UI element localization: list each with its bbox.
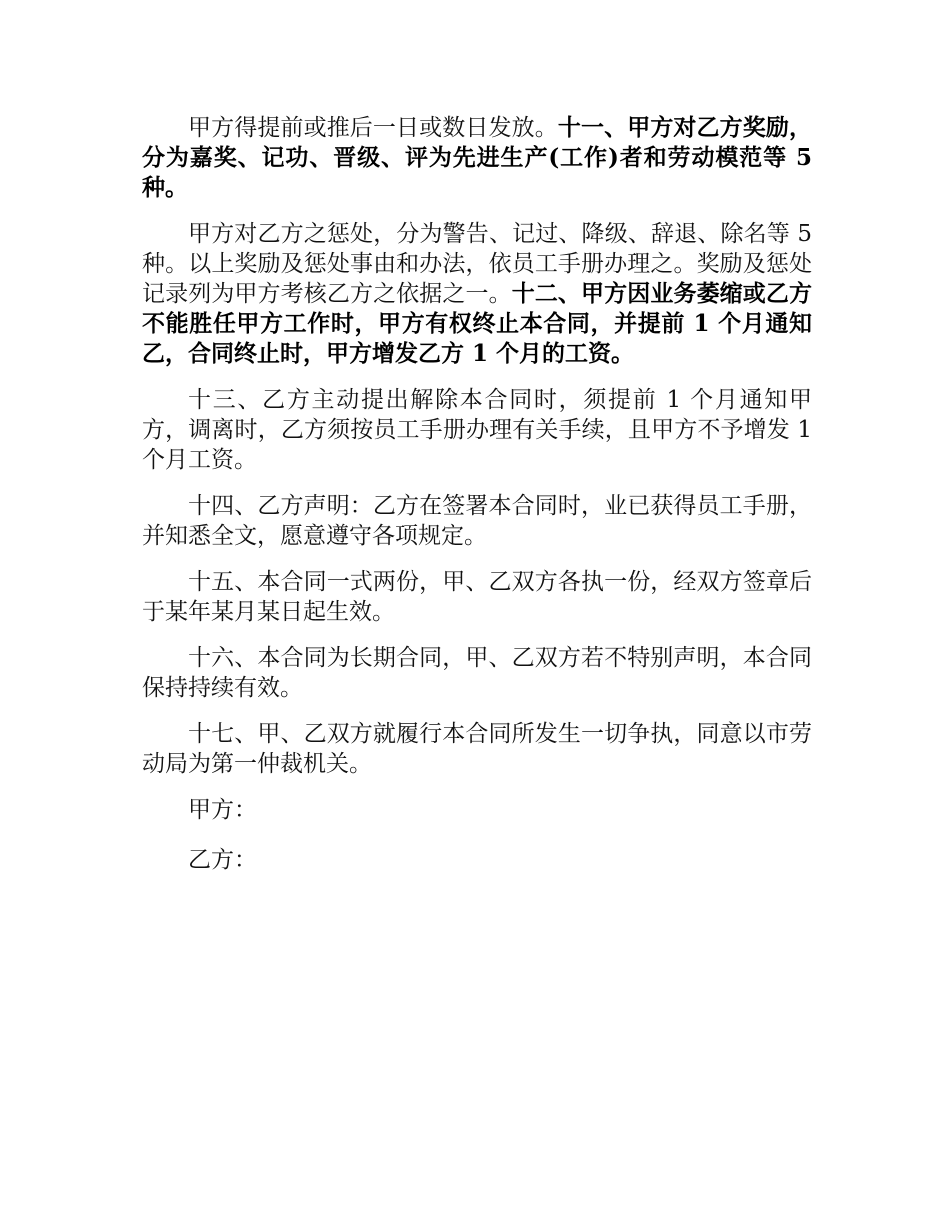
party-a-signature-label: 甲方： bbox=[188, 797, 257, 823]
paragraph-text: 甲方对乙方之惩处，分为警告、记过、降级、辞退、除名等 5 种。以上奖励及惩处事由和办法，依员工手册办理之。奖励及惩处记录列为甲方考核乙方之依据之一。 bbox=[142, 221, 812, 307]
clause-11-bold-text: 十一、甲方对乙方奖励，分为嘉奖、记功、晋级、评为先进生产(工作)者和劳动模范等 5 种。 bbox=[142, 114, 813, 201]
paragraph-clause-13: 十三、乙方主动提出解除本合同时，须提前 1 个月通知甲方，调离时，乙方须按员工手册办理有关手续，且甲方不予增发 1 个月工资。 bbox=[142, 387, 812, 473]
document-body bbox=[142, 113, 812, 895]
party-b-signature-label: 乙方： bbox=[188, 847, 257, 873]
paragraph-clause-16: 十六、本合同为长期合同，甲、乙双方若不特别声明，本合同保持持续有效。 bbox=[142, 645, 812, 701]
paragraph-clause-12 bbox=[142, 219, 812, 369]
paragraph-clause-15: 十五、本合同一式两份，甲、乙双方各执一份，经双方签章后于某年某月某日起生效。 bbox=[142, 569, 812, 625]
paragraph-clause-17: 十七、甲、乙双方就履行本合同所发生一切争执，同意以市劳动局为第一仲裁机关。 bbox=[142, 721, 812, 777]
clause-12-bold-text: 十二、甲方因业务萎缩或乙方不能胜任甲方工作时，甲方有权终止本合同，并提前 1 个月通知乙，合同终止时，甲方增发乙方 1 个月的工资。 bbox=[142, 280, 813, 367]
paragraph-clause-14: 十四、乙方声明：乙方在签署本合同时，业已获得员工手册，并知悉全文，愿意遵守各项规定。 bbox=[142, 493, 812, 549]
paragraph-clause-11 bbox=[142, 113, 812, 203]
paragraph-text: 甲方得提前或推后一日或数日发放。 bbox=[188, 115, 558, 141]
